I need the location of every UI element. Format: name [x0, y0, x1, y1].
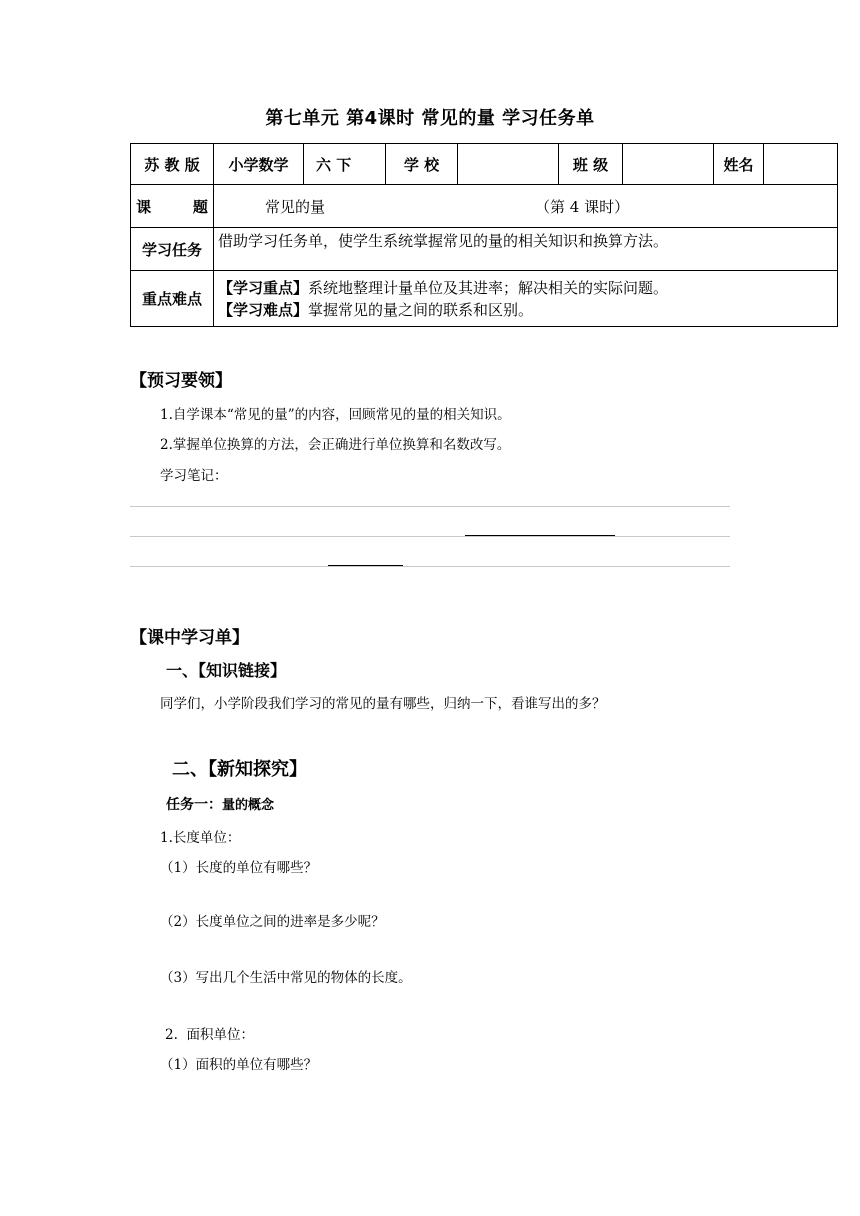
- info-row-task: [131, 228, 838, 271]
- task-value: 借助学习任务单，使学生系统掌握常见的量的相关知识和换算方法。: [214, 228, 838, 271]
- length-question-2: （2）长度单位之间的进率是多少呢？: [160, 914, 385, 930]
- preview-heading: 【预习要领】: [130, 371, 232, 391]
- edition-cell: 苏 教 版: [131, 144, 214, 185]
- notes-line-2[interactable]: [130, 536, 730, 537]
- task-one-label: 任务一：: [166, 797, 222, 813]
- new-knowledge-heading: 二、【新知探究】: [172, 759, 307, 780]
- school-field[interactable]: [458, 144, 559, 185]
- info-table: [130, 143, 838, 327]
- difficult-point: [218, 299, 833, 321]
- name-label: 姓名: [714, 144, 764, 185]
- length-question-1: （1）长度的单位有哪些？: [160, 860, 318, 876]
- notes-line-3[interactable]: [130, 566, 730, 567]
- focus-label: 重点难点: [131, 271, 214, 327]
- knowledge-link-text: 同学们，小学阶段我们学习的常见的量有哪些，归纳一下，看谁写出的多？: [160, 696, 606, 712]
- topic-label: 课 题: [131, 185, 214, 228]
- topic-value: 常见的量: [265, 197, 326, 216]
- notes-line-1[interactable]: [130, 506, 730, 507]
- area-heading: 2. 面积单位：: [165, 1027, 254, 1043]
- key-point-text: 系统地整理计量单位及其进率；解决相关的实际问题。: [308, 278, 669, 297]
- length-question-3: （3）写出几个生活中常见的物体的长度。: [160, 970, 412, 986]
- key-point-label: 【学习重点】: [218, 278, 309, 297]
- difficult-point-label: 【学习难点】: [218, 300, 309, 319]
- task-one-title: 量的概念: [222, 798, 275, 813]
- area-question-1: （1）面积的单位有哪些？: [160, 1057, 318, 1073]
- in-class-heading: 【课中学习单】: [130, 628, 249, 648]
- length-heading: 1.长度单位：: [160, 830, 241, 846]
- info-row-meta: [131, 144, 838, 185]
- topic-cell: [214, 185, 838, 228]
- focus-cell: [214, 271, 838, 327]
- name-field[interactable]: [764, 144, 838, 185]
- task-label: 学习任务: [131, 228, 214, 271]
- info-row-focus: [131, 271, 838, 327]
- difficult-point-text: 掌握常见的量之间的联系和区别。: [308, 300, 534, 319]
- preview-item-1: 1.自学课本“常见的量”的内容，回顾常见的量的相关知识。: [160, 407, 511, 423]
- grade-cell: 六 下: [304, 144, 386, 185]
- lesson-value: （第 4 课时）: [535, 197, 630, 216]
- page-title: 第七单元 第4课时 常见的量 学习任务单: [265, 108, 595, 129]
- key-point: [218, 277, 833, 299]
- notes-line-2-mark: [465, 535, 615, 536]
- class-field[interactable]: [623, 144, 714, 185]
- info-row-topic: [131, 185, 838, 228]
- subject-cell: 小学数学: [214, 144, 304, 185]
- task-one-heading: [166, 794, 274, 814]
- knowledge-link-heading: 一、【知识链接】: [166, 661, 287, 680]
- notes-label: 学习笔记：: [160, 468, 228, 484]
- notes-line-3-mark: [328, 565, 403, 566]
- school-label: 学 校: [386, 144, 458, 185]
- preview-item-2: 2.掌握单位换算的方法，会正确进行单位换算和名数改写。: [160, 437, 511, 453]
- class-label: 班 级: [559, 144, 623, 185]
